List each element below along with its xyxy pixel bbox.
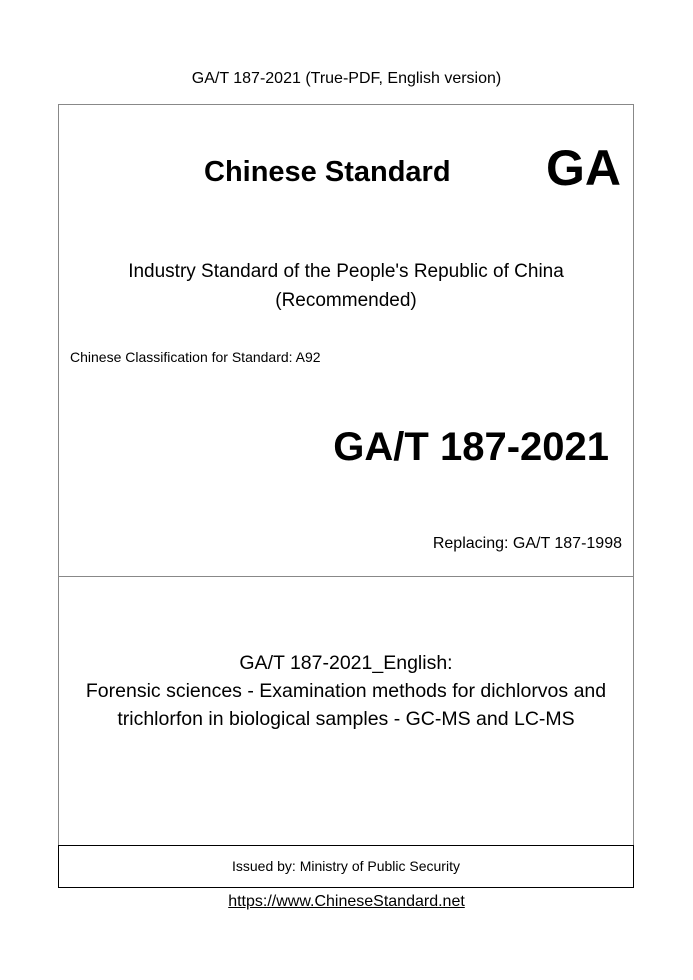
- standard-mark: GA: [546, 140, 621, 196]
- standard-type-title: Chinese Standard: [204, 156, 451, 188]
- classification-label: Chinese Classification for Standard: A92: [70, 349, 321, 365]
- document-title-line-3: trichlorfon in biological samples - GC-MS and LC-MS: [117, 708, 575, 730]
- industry-line-2: (Recommended): [275, 290, 417, 311]
- footer: [0, 893, 693, 911]
- page-header-title: GA/T 187-2021 (True-PDF, English version): [191, 70, 502, 87]
- document-title: [59, 649, 633, 733]
- industry-statement: [59, 257, 633, 315]
- cover-frame: [58, 104, 634, 887]
- document-title-line-2: Forensic sciences - Examination methods for dichlorvos and: [85, 680, 607, 702]
- replacing-note: Replacing: GA/T 187-1998: [432, 535, 622, 552]
- section-divider: [59, 576, 633, 577]
- standard-number: GA/T 187-2021: [333, 425, 609, 469]
- document-title-line-1: GA/T 187-2021_English:: [239, 652, 453, 674]
- industry-line-1: Industry Standard of the People's Republic of China: [128, 261, 564, 282]
- website-link[interactable]: https://www.ChineseStandard.net: [228, 893, 465, 910]
- issuer-box: Issued by: Ministry of Public Security: [58, 845, 634, 888]
